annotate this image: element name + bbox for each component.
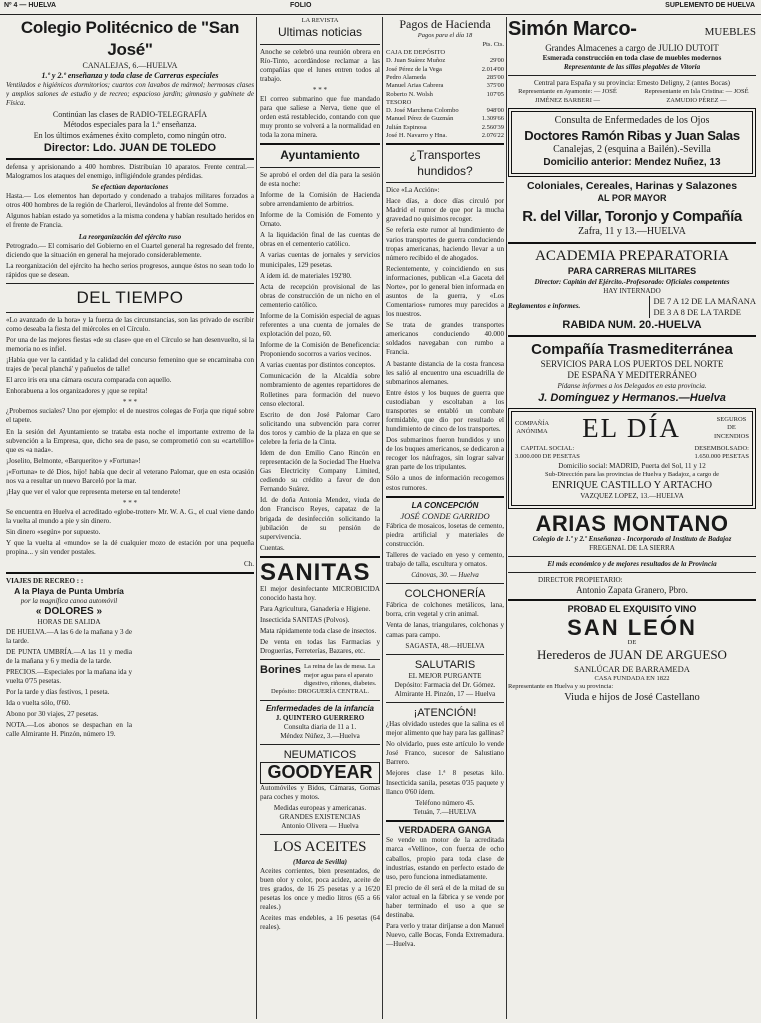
ojos-address: Canalejas, 2 (esquina a Bailén).-Sevilla bbox=[553, 144, 711, 156]
viajes-line-2: DE PUNTA UMBRÍA.—A las 11 y media de la mañana y 6 y media de la tarde. bbox=[6, 647, 132, 665]
tiempo-para-7: En la sesión del Ayuntamiento se trataba esta noche el importante extremo de la subvención a la Empresa, que, dicho sea de paso, se comprometió con su «cartelillo» que es «a nada». bbox=[6, 427, 254, 454]
salutaris-para-3: Almirante H. Pinzón, 17 — Huelva bbox=[394, 689, 496, 698]
eldia-domicilio: Domicilio social: MADRID, Puerta del Sol, 11 y 12 bbox=[558, 461, 706, 470]
pagos-row-name: Manuel Pérez de Guzmán bbox=[386, 115, 454, 123]
column-rule bbox=[256, 17, 257, 1019]
ayuntamiento-title: Ayuntamiento bbox=[280, 148, 360, 163]
colchoneria-para-1: Fábrica de colchones metálicos, lana, borra, crin vegetal y crin animal. bbox=[386, 601, 504, 619]
transportes-para-3: Se refería este rumor al hundimiento de varios transportes de guerra conduciendo tropas americanas, haciendo llevar a un número recibido el de ahogados. bbox=[386, 226, 504, 262]
borines-deposito: Depósito: DROGUERÍA CENTRAL. bbox=[270, 688, 370, 696]
pagos-row-name: D. José Marchena Colombo bbox=[386, 107, 459, 115]
divider bbox=[386, 496, 504, 498]
coloniales-line: Coloniales, Cereales, Harinas y Salazones bbox=[526, 179, 738, 192]
salutaris-para-2: Depósito: Farmacia del Dr. Gómez. bbox=[394, 680, 496, 689]
sanleon-sanlucar: SANLÚCAR DE BARRAMEDA bbox=[574, 663, 690, 674]
asterism: * * * bbox=[122, 499, 138, 508]
pagos-row-amount: 2.560'39 bbox=[481, 123, 504, 131]
divider bbox=[508, 572, 756, 573]
salutaris-title: SALUTARIS bbox=[414, 658, 476, 671]
pagos-row bbox=[386, 132, 504, 140]
viajes-line-1: DE HUELVA.—A las 6 de la mañana y 3 de la tarde. bbox=[6, 627, 132, 645]
viajes-line-6: Abono por 30 viajes, 27 pesetas. bbox=[6, 710, 99, 719]
trasmed-title: Compañía Trasmediterránea bbox=[531, 340, 733, 358]
divider bbox=[6, 572, 254, 574]
pagos-row-amount: 1.309'66 bbox=[481, 115, 504, 123]
goodyear-para-1: Automóviles y Bidos, Cámaras, Gomas para coches y motos. bbox=[260, 784, 380, 802]
ad-borines bbox=[260, 663, 380, 688]
sanitas-title: SANITAS bbox=[260, 558, 371, 586]
pagos-row-name: Pedro Alameda bbox=[386, 73, 426, 81]
pagos-row-amount: 375'00 bbox=[486, 82, 504, 90]
divider bbox=[6, 283, 254, 284]
goodyear-logo: GOODYEAR bbox=[260, 762, 380, 784]
column-3 bbox=[386, 17, 504, 1019]
pagos-row-name: D. Juan Suárez Muñoz bbox=[386, 57, 446, 65]
viajes-subtitle-2: por la magnífica canoa automóvil bbox=[20, 596, 118, 605]
divider bbox=[508, 335, 756, 337]
colegio-body: Ventilados e higiénicos dormitorios; cuartos con lavabos de mármol; hermosas clases y amplios salones de estudio y de recreo; espacioso jardín; gimnasio y gabinete de Física. bbox=[6, 80, 254, 108]
transportes-para-4: Recientemente, y coincidiendo en sus informaciones, publican «La Gaceta del Norte», por lo general bien informada en asuntos de la guerra, y «Los Comentarios» rumores muy parecidos a los nuestros. bbox=[386, 264, 504, 319]
ultimas-para-2: El correo submarino que fue mandado para que saliese a Nerva, tiene que el orden está restablecido, contando con que muy pronto se volverá a la normalidad en toda la zona minera. bbox=[260, 95, 380, 140]
transportes-para-6: A bastante distancia de la costa francesa les salió al encuentro una escuadrilla de submarinos alemanes. bbox=[386, 359, 504, 386]
trasmed-line-1: SERVICIOS PARA LOS PUERTOS DEL NORTE bbox=[540, 358, 724, 369]
colegio-director: Director: Ldo. JUAN DE TOLEDO bbox=[43, 141, 217, 154]
tiempo-para-5: Enhorabuena a los organizadores y ¡que se repita! bbox=[6, 387, 148, 396]
tiempo-signature: Ch. bbox=[243, 559, 254, 568]
column-4 bbox=[508, 17, 756, 1019]
pagos-row-name: Manuel Arias Cabrera bbox=[386, 82, 444, 90]
tiempo-para-12: Sin dinero «según» por supuesto. bbox=[6, 528, 101, 537]
ultimas-para-1: Anoche se celebró una reunión obrera en Río-Tinto, acordándose reclamar a las compañías que el lunes entren todos al trabajo. bbox=[260, 47, 380, 83]
ad-simon-marco bbox=[508, 17, 756, 43]
eldia-desembolsado-label: DESEMBOLSADO: bbox=[694, 444, 749, 452]
divider bbox=[260, 167, 380, 168]
arias-title: ARIAS MONTANO bbox=[535, 510, 729, 536]
divider bbox=[386, 182, 504, 183]
colegio-exito: En los últimos exámenes éxito completo, como ningún otro. bbox=[33, 130, 227, 140]
pagos-row-amount: 29'00 bbox=[489, 57, 504, 65]
eldia-enrique: ENRIQUE CASTILLO Y ARTACHO bbox=[551, 480, 713, 491]
ad-viajes-recreo bbox=[6, 577, 132, 740]
colegio-metodos: Métodos especiales para la 1.ª enseñanza. bbox=[63, 120, 197, 130]
eldia-title: EL DÍA bbox=[582, 412, 681, 443]
arias-line-4: DIRECTOR PROPIETARIO: bbox=[538, 575, 623, 584]
column-rule bbox=[506, 17, 507, 1019]
eldia-left bbox=[515, 420, 549, 437]
war-heading-2: La reorganización del ejército ruso bbox=[78, 232, 182, 241]
divider bbox=[386, 820, 504, 822]
divider bbox=[260, 44, 380, 45]
pagos-row bbox=[386, 57, 504, 65]
divider bbox=[260, 143, 380, 145]
eldia-capital bbox=[515, 445, 749, 462]
tiempo-para-6: ¿Probemos suciales? Uno por ejemplo: el de nuestros colegas de Forja que riqué sobre el tapete. bbox=[6, 407, 254, 425]
ayto-para-11: Comunicación de la Alcaldía sobre nombramiento de agentes repartidores de Rolletines para formación del nuevo censo electoral. bbox=[260, 372, 380, 408]
ad-colegio-san-jose bbox=[6, 17, 254, 155]
eldia-de: DE bbox=[727, 424, 736, 432]
eldia-seguros: SEGUROS bbox=[716, 416, 747, 424]
viajes-line-4: Por la tarde y días festivos, 1 peseta. bbox=[6, 688, 110, 696]
atencion-para-2: No olvidarlo, pues este artículo lo vende José Franco, sucesor de Salustiano Barrero. bbox=[386, 740, 504, 767]
academia-horas-2: DE 3 A 8 DE LA TARDE bbox=[653, 306, 741, 317]
colegio-address: CANALEJAS, 6.—HUELVA bbox=[82, 60, 178, 70]
pagos-row bbox=[386, 74, 504, 82]
tiempo-para-1: «Lo avanzado de la hora» y la fuerza de las circunstancias, son las privado de escribir como deseaba la fiesta del miércoles en el Círculo. bbox=[6, 315, 254, 333]
simon-muebles: MUEBLES bbox=[704, 26, 756, 38]
ayto-para-3: Informe de la Comisión de Fomento y Ornato. bbox=[260, 211, 380, 229]
eldia-capital-value: 3.000.000 DE PESETAS bbox=[515, 453, 580, 461]
concepcion-title: LA CONCEPCIÓN bbox=[411, 500, 479, 510]
viajes-title: VIAJES DE RECREO : : bbox=[6, 576, 84, 585]
divider bbox=[508, 599, 756, 601]
borines-text: La reina de las de mesa. La mejor agua para el aparato digestivo, riñones, diabetes. bbox=[303, 663, 377, 688]
academia-horas bbox=[649, 296, 756, 318]
ganga-para-3: Para verlo y tratar diríjanse a don Manuel Nuevo, calle Bocas, Fonda Extremadura.—Huelva. bbox=[386, 922, 504, 949]
sanitas-para-1: El mejor desinfectante MICROBICIDA conocido hasta hoy. bbox=[260, 584, 380, 602]
divider bbox=[386, 583, 504, 584]
sanitas-para-2: Para Agricultura, Ganadería e Higiene. bbox=[260, 605, 371, 614]
simon-rep-isla: Representante en Isla Cristina: — JOSÉ ZAMUDIO PÉREZ — bbox=[644, 88, 749, 104]
pagos-row-name: José Pérez de la Vega bbox=[386, 65, 442, 73]
sanleon-de: DE bbox=[627, 639, 637, 647]
atencion-para-1: ¿Has olvidado ustedes que la salina es el mejor alimento que hay para las gallinas? bbox=[386, 720, 504, 738]
transportes-para-5: Se trata de grandes transportes americanos conduciendo 40.000 soldados navegaban con rumbo a Francia. bbox=[386, 321, 504, 357]
eldia-vazquez: VAZQUEZ LOPEZ, 13.—HUELVA bbox=[580, 492, 684, 501]
divider bbox=[260, 659, 380, 660]
ad-el-dia-seguros bbox=[508, 408, 756, 509]
sanitas-para-4: Mata rápidamente toda clase de insectos. bbox=[260, 627, 377, 636]
pagos-row-amount: 2.076'22 bbox=[481, 132, 504, 140]
tiempo-para-3: ¡Había que ver la cantidad y la calidad del concurso femenino que se encaminaba con trajes de 'pecal planchá' y pañuelos de talle! bbox=[6, 355, 254, 374]
pagos-tesoro: TESORO bbox=[386, 98, 412, 106]
sanitas-para-3: Insecticida SANITAS (Polvos). bbox=[260, 616, 350, 625]
arias-line-1: Colegio de 1.º y 2.º Enseñanza - Incorporado al Instituto de Badajoz bbox=[532, 534, 732, 543]
enfermedades-title: Enfermedades de la infancia bbox=[265, 703, 375, 713]
simon-central: Central para España y su provincia: Ernesto Deligny, 2 (antes Bocas) bbox=[534, 79, 730, 88]
asterism: * * * bbox=[312, 85, 328, 94]
eldia-compania: COMPAÑÍA bbox=[515, 420, 550, 428]
war-heading-1: Se efectúan deportaciones bbox=[91, 183, 169, 192]
villar-address: Zafra, 11 y 13.—HUELVA bbox=[578, 226, 686, 238]
academia-reglamentos: Reglamentos e informes. bbox=[508, 302, 581, 311]
rubrica: LA REVISTA bbox=[301, 17, 339, 24]
sanleon-casa: CASA FUNDADA EN 1822 bbox=[594, 674, 670, 682]
atencion-para-3: Mejores clase 1.ª 8 pesetas kilo. Insecticida sanila, pesetas 0'35 paquete y llanco 0'60 ídem. bbox=[386, 769, 504, 796]
divider bbox=[6, 158, 254, 160]
ayto-para-14: Id. de doña Antonia Mendez, viuda de don Francisco Reyes, capataz de la brigada de desinfección solicitando la jubilación de su pensión de supervivencia. bbox=[260, 496, 380, 541]
simon-line-2: Esmerada construcción en toda clase de muebles modernos bbox=[542, 54, 722, 63]
sanitas-para-5: De venta en todas las Farmacias y Droguerías, Ferreterías, Bazares, etc. bbox=[260, 638, 380, 656]
pagos-row bbox=[386, 124, 504, 132]
simon-representantes bbox=[508, 88, 756, 105]
war-para-3: Algunos habían estado ya sometidos a la misma condena y habían resultado heridos en el frente de Francia. bbox=[6, 212, 254, 230]
eldia-desembolsado bbox=[694, 445, 749, 462]
header-center: FOLIO bbox=[290, 2, 312, 9]
aceites-para-2: Aceites mas endebles, a 16 pesetas (64 reales). bbox=[260, 914, 380, 932]
academia-horas-1: DE 7 A 12 DE LA MAÑANA bbox=[653, 295, 756, 306]
simon-line-3: Representante de las sillas plegables de Vitoria bbox=[563, 63, 701, 72]
transportes-para-7: Entre éstos y los buques de guerra que custodiaban y escoltaban a los transportes se entabló un combate formidable, que dio por resultado el hundimiento de cinco de los transportes. bbox=[386, 388, 504, 434]
ad-consulta-ojos bbox=[508, 108, 756, 177]
ayto-para-15: Cuentas. bbox=[260, 543, 285, 552]
divider bbox=[260, 744, 380, 745]
simon-title: Simón Marco- bbox=[508, 18, 637, 40]
colchoneria-address: SAGASTA, 48.—HUELVA bbox=[405, 641, 485, 650]
academia-title: ACADEMIA PREPARATORIA bbox=[535, 247, 729, 264]
tiempo-para-11: Se encuentra en Huelva el acreditado «globe-trotter» Mr. W. A. G., el cual viene dando la vuelta al mundo a pie y sin dinero. bbox=[6, 508, 254, 526]
pagos-subtitle: Pagos para el día 18 bbox=[417, 32, 473, 40]
ganga-title: VERDADERA GANGA bbox=[398, 824, 492, 835]
war-para-2: Hasta.— Los elementos han deportado y condenado a trabajos militares forzados a otros 400 hombres de la región de Charleroi, llevándolos al frente del Somme. bbox=[6, 192, 254, 210]
academia-subtitle: PARA CARRERAS MILITARES bbox=[567, 266, 697, 277]
divider bbox=[6, 312, 254, 313]
ayto-para-13: Idem de don Emilio Cano Rincón en representación de la Sociedad The Huelva Gas Electricity Company Limited, cediendo su crédito a favor de don Fernando Suárez. bbox=[260, 449, 380, 494]
war-para-5: La reorganización del ejército ha hecho serios progresos, aunque éstos no sean todo lo rápidos que se desean. bbox=[6, 261, 254, 279]
ayto-para-1: Se aprobó el orden del día para la sesión de esta noche: bbox=[260, 170, 380, 188]
pagos-row-amount: 2.014'00 bbox=[481, 65, 504, 73]
enfermedades-address: Méndez Núñez, 3.—Huelva bbox=[280, 732, 360, 741]
divider bbox=[508, 242, 756, 244]
tiempo-para-2: Por una de las mejores fiestas «de su clase» que en el Círculo se han desenvuelto, si la memoria no es infiel. bbox=[6, 335, 254, 353]
pagos-row-name: Roberto N. Wolsh bbox=[386, 90, 433, 98]
ayto-para-5: A varias cuentas de jornales y servicios municipales, 129 pesetas. bbox=[260, 251, 380, 269]
eldia-incendios: INCENDIOS bbox=[713, 432, 749, 440]
villar-title: R. del Villar, Toronjo y Compañía bbox=[522, 207, 742, 225]
viajes-line-3: PRECIOS.—Especiales por la mañana ida y vuelta 0'75 pesetas. bbox=[6, 667, 132, 685]
page-header-bar bbox=[0, 0, 761, 15]
transportes-para-8: Dos submarinos fueron hundidos y uno de los buques americanos, se dedicaron a recoger los náufragos, sin lograr salvar gran parte de los tripulantes. bbox=[386, 436, 504, 472]
eldia-capital-left bbox=[515, 445, 580, 462]
academia-director: Director: Capitán del Ejército.-Profesorado: Oficiales competentes bbox=[534, 277, 730, 286]
divider bbox=[386, 654, 504, 655]
tiempo-para-8: ¡Joselito, Belmonte, «Barquerito» y «Fortuna»! bbox=[6, 456, 141, 465]
ayto-para-10: A varias cuentas por distintos conceptos. bbox=[260, 361, 376, 370]
concepcion-address: Cánovas, 30. — Huelva bbox=[411, 571, 479, 580]
column-2 bbox=[260, 17, 380, 1019]
colchoneria-para-2: Venta de lanas, triangulares, colchonas y camas para campo. bbox=[386, 621, 504, 639]
sanleon-herederos: Herederos de JUAN DE ARGUESO bbox=[537, 647, 727, 663]
goodyear-para-2: Medidas europeas y americanas. bbox=[273, 804, 367, 813]
arias-line-3: El más económico y de mejores resultados de la Provincia bbox=[547, 559, 717, 568]
header-left: Nº 4 — HUELVA bbox=[4, 2, 57, 9]
transportes-title: ¿Transportes hundidos? bbox=[409, 148, 481, 178]
divider bbox=[386, 143, 504, 145]
enfermedades-doctor: J. QUINTERO GUERRERO bbox=[275, 713, 365, 722]
arias-line-2: FREGENAL DE LA SIERRA bbox=[589, 543, 675, 552]
pagos-row bbox=[386, 82, 504, 90]
ayto-para-4: A la liquidación final de las cuentas de obras en el cementerio católico. bbox=[260, 231, 380, 249]
ganga-para-1: Se vende un motor de la acreditada marca «Vellino», con fuerza de ocho caballos, propio para toda clase de industrias, estando en perfecto estado de uso, pero funciona inmediatamente. bbox=[386, 836, 504, 881]
ojos-title: Consulta de Enfermedades de los Ojos bbox=[554, 114, 710, 126]
eldia-subdireccion: Sub-Dirección para las provincias de Huelva y Badajoz, a cargo de bbox=[544, 470, 720, 478]
pagos-title: Pagos de Hacienda bbox=[399, 17, 491, 31]
concepcion-name: JOSÉ CONDE GARRIDO bbox=[400, 510, 490, 521]
column-1 bbox=[6, 17, 254, 1019]
transportes-para-1: Dice «La Acción»: bbox=[386, 186, 440, 195]
eldia-capital-label: CAPITAL SOCIAL: bbox=[520, 444, 575, 452]
concepcion-para-1: Fábrica de mosaicos, losetas de cemento, piedra artificial y materiales de construcción. bbox=[386, 521, 504, 548]
pagos-list-2 bbox=[386, 107, 504, 140]
sanleon-viuda: Viuda e hijos de José Castellano bbox=[564, 692, 700, 704]
war-para-4: Petrogrado.— El comisario del Gobierno en el Cuartel general ha regresado del frente, diciendo que la situación en general ha mejorado considerablemente. bbox=[6, 241, 254, 259]
pagos-row bbox=[386, 107, 504, 115]
goodyear-para-3: GRANDES EXISTENCIAS bbox=[279, 813, 361, 822]
header-right: SUPLEMENTO DE HUELVA bbox=[665, 2, 755, 9]
viajes-subtitle: A la Playa de Punta Umbría bbox=[14, 585, 124, 596]
colegio-radio: Continúan las clases de RADIO-TELEGRAFÍA bbox=[52, 110, 208, 120]
transportes-para-2: Hace días, a doce días circuló por Madrid el rumor de que por la mucha gravedad no quisimos recoger. bbox=[386, 197, 504, 224]
viajes-line-5: Ida o vuelta sólo, 0'60. bbox=[6, 699, 71, 708]
divider bbox=[260, 556, 380, 558]
divider bbox=[508, 556, 756, 557]
sanleon-pre: PROBAD EL EXQUISITO VINO bbox=[567, 604, 697, 615]
del-tiempo-title: DEL TIEMPO bbox=[76, 287, 184, 307]
pagos-row-name: José H. Navarro y Hna. bbox=[386, 132, 448, 140]
borines-title: Borines bbox=[260, 664, 301, 677]
asterism: * * * bbox=[122, 398, 138, 407]
eldia-desembolsado-value: 1.650.000 PESETAS bbox=[694, 453, 749, 461]
pagos-row-amount: 107'05 bbox=[486, 90, 504, 98]
ayto-para-7: Acta de recepción provisional de las obras de construcción de un nicho en el cementerio católico. bbox=[260, 282, 380, 309]
ayto-para-6: A ídem íd. de materiales 192'80. bbox=[260, 271, 352, 280]
colegio-ensenanza: 1.º y 2.º enseñanza y toda clase de Carreras especiales bbox=[41, 70, 219, 80]
neumaticos-title: NEUMATICOS bbox=[283, 749, 357, 762]
ayto-para-12: Escrito de don José Palomar Caro solicitando una subvención para correr dos toros y cambio de la plaza en que se celebre la feria de la Cinta. bbox=[260, 410, 380, 446]
aceites-title: LOS ACEITES bbox=[273, 839, 367, 856]
salutaris-para-1: EL MEJOR PURGANTE bbox=[408, 671, 482, 680]
enfermedades-consulta: Consulta diaria de 11 a 1. bbox=[283, 722, 357, 731]
coloniales-mayor: AL POR MAYOR bbox=[597, 193, 667, 204]
divider bbox=[260, 834, 380, 835]
ayto-para-2: Informe de la Comisión de Hacienda sobre arrendamiento de arbitrios. bbox=[260, 190, 380, 209]
sanleon-representante: Representante en Huelva y su provincia: bbox=[508, 683, 614, 691]
ayto-para-9: Informe de la Comisión de Beneficencia: Proponiendo socorros a varios vecinos. bbox=[260, 341, 380, 359]
ganga-para-2: El precio de él será el de la mitad de su valor actual en la fábrica y se vende por haber terminado el uso a que se destinaba. bbox=[386, 883, 504, 919]
pagos-row bbox=[386, 115, 504, 123]
tiempo-para-4: El arco iris era una cámara oscura comparada con aquello. bbox=[6, 376, 172, 385]
transportes-para-9: Sólo a unos de información recogemos estos rumores. bbox=[386, 474, 504, 492]
divider bbox=[386, 702, 504, 703]
column-rule bbox=[382, 17, 383, 1019]
pagos-units: Pts. Cts. bbox=[482, 40, 504, 48]
arias-line-5: Antonio Zapata Granero, Pbro. bbox=[576, 584, 688, 595]
tiempo-para-10: ¡Hay que ver el valor que representa meterse en tal tenderete! bbox=[6, 488, 181, 496]
atencion-title: ¡ATENCIÓN! bbox=[413, 707, 477, 719]
pagos-list-1 bbox=[386, 57, 504, 99]
ojos-domicilio: Domicilio anterior: Mendez Nuñez, 13 bbox=[543, 157, 721, 169]
pagos-row bbox=[386, 91, 504, 99]
aceites-para-1: Aceites corrientes, bien presentados, de buen olor y color, poca acidez, aceite de tres grados, de 16 25 pesetas y a 16'20 pesetas los once y medio litros (65 a 66 reales.) bbox=[260, 866, 380, 911]
divider bbox=[508, 75, 756, 76]
colegio-title: Colegio Politécnico de "San José" bbox=[20, 18, 240, 59]
concepcion-para-2: Talleres de vaciado en yeso y cemento, trabajo de talla, escultura y ornatos. bbox=[386, 550, 504, 569]
tiempo-para-13: Y que la vuelta al «mundo» se la dé cualquier mozo de estación por una pequeña propina... y sin vender postales. bbox=[6, 539, 254, 557]
pagos-caja: CAJA DE DEPÓSITO bbox=[386, 48, 446, 56]
sanleon-title: SAN LEÓN bbox=[567, 614, 697, 640]
ultimas-title: Ultimas noticias bbox=[277, 25, 363, 40]
eldia-header bbox=[515, 412, 749, 443]
war-para-1: defensa y aprisionando a 400 hombres. Distribuían 10 aparatos. Frente central.— Malogramos los ataques del enemigo, infligiéndole grandes pérdidas. bbox=[6, 162, 254, 181]
trasmed-line-4: J. Domínguez y Hermanos.—Huelva bbox=[538, 391, 726, 404]
atencion-para-4: Teléfono número 45. bbox=[415, 798, 475, 807]
eldia-right bbox=[714, 416, 749, 441]
eldia-anonima: ANÓNIMA bbox=[516, 428, 548, 436]
trasmed-line-2: DE ESPAÑA Y MEDITERRÁNEO bbox=[567, 370, 697, 381]
viajes-line-7: NOTA.—Los abonos se despachan en la calle Almirante H. Pinzón, número 19. bbox=[6, 721, 132, 739]
ojos-doctors: Doctores Ramón Ribas y Juan Salas bbox=[524, 127, 740, 143]
atencion-para-5: Tetuán, 7.—HUELVA bbox=[413, 807, 477, 816]
ayto-para-8: Informe de la Comisión especial de aguas referentes a una cuenta de jornales de explotación del pozo, 60. bbox=[260, 311, 380, 339]
pagos-row-amount: 948'00 bbox=[486, 107, 504, 115]
viajes-dolores: « DOLORES » bbox=[35, 605, 103, 617]
simon-line-1: Grandes Almacenes a cargo de JULIO DUTOIT bbox=[545, 42, 719, 53]
pagos-row bbox=[386, 66, 504, 74]
aceites-subtitle: (Marca de Sevilla) bbox=[293, 857, 347, 866]
pagos-row-name: Julián Espinosa bbox=[386, 123, 427, 131]
trasmed-line-3: Pídanse informes a los Delegados en esta provincia. bbox=[557, 381, 707, 390]
academia-horario bbox=[508, 296, 756, 318]
pagos-row-amount: 285'00 bbox=[486, 73, 504, 81]
tiempo-para-9: ¡«Fortuna» te dé Dios, hijo! había que decir al veterano Palomar, que en esta ocasión nos va a resultar un nuevo Barceló por la mar. bbox=[6, 467, 254, 485]
goodyear-para-4: Antonio Olivera — Huelva bbox=[281, 822, 359, 831]
simon-rep-ayamonte: Representante en Ayamonte: — JOSÉ JIMÉNEZ BARBERI — bbox=[518, 88, 617, 104]
viajes-horas: HORAS DE SALIDA bbox=[37, 618, 101, 627]
academia-rabida: RABIDA NUM. 20.-HUELVA bbox=[562, 318, 702, 331]
divider bbox=[260, 700, 380, 701]
academia-internado: HAY INTERNADO bbox=[603, 286, 661, 295]
colchoneria-title: COLCHONERÍA bbox=[404, 588, 486, 601]
